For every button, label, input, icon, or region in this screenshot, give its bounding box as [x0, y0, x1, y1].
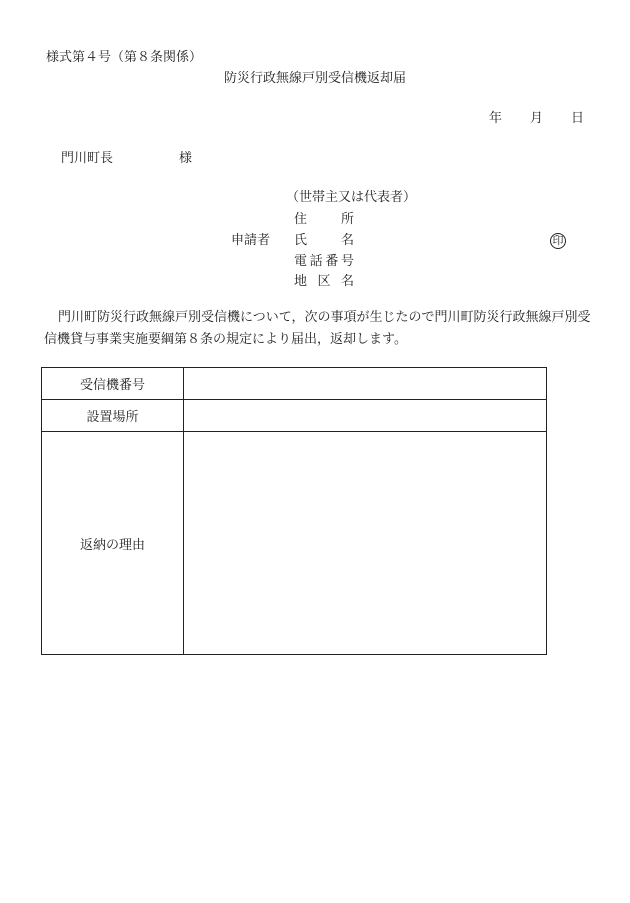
table-row-install-place: [42, 400, 547, 432]
form-number: 様式第４号（第８条関係）: [46, 50, 203, 65]
install-place-field[interactable]: [184, 400, 547, 432]
date-month-label: 月: [530, 111, 544, 126]
table-row-receiver-number: [42, 368, 547, 400]
applicant-label: 申請者: [231, 233, 271, 248]
document-title: 防災行政無線戸別受信機返却届: [223, 71, 406, 86]
body-paragraph: 門川町防災行政無線戸別受信機について，次の事項が生じたので門川町防災行政無線戸別受信機貸与事業実施要綱第８条の規定により届出，返却します。: [44, 310, 591, 347]
receiver-number-field[interactable]: [184, 368, 547, 400]
install-place-label: 設置場所: [42, 400, 184, 432]
date-day-label: 日: [571, 111, 585, 126]
addressee: [61, 151, 192, 167]
phone-label: 電 話 番 号: [294, 254, 354, 269]
return-reason-label: 返納の理由: [42, 432, 184, 655]
addressee-name: 門川町長: [61, 151, 114, 166]
name-label: 氏 名: [294, 233, 354, 248]
receiver-number-label: 受信機番号: [42, 368, 184, 400]
date-year-label: 年: [489, 111, 503, 126]
seal-mark: 印: [550, 233, 566, 249]
date-row: [489, 111, 584, 127]
info-table: [41, 367, 547, 655]
addressee-honorific: 様: [179, 151, 193, 166]
district-label: 地 区 名: [294, 274, 354, 289]
return-reason-field[interactable]: [184, 432, 547, 655]
table-row-return-reason: [42, 432, 547, 655]
address-label: 住 所: [294, 212, 354, 227]
applicant-note: （世帯主又は代表者）: [286, 190, 417, 205]
